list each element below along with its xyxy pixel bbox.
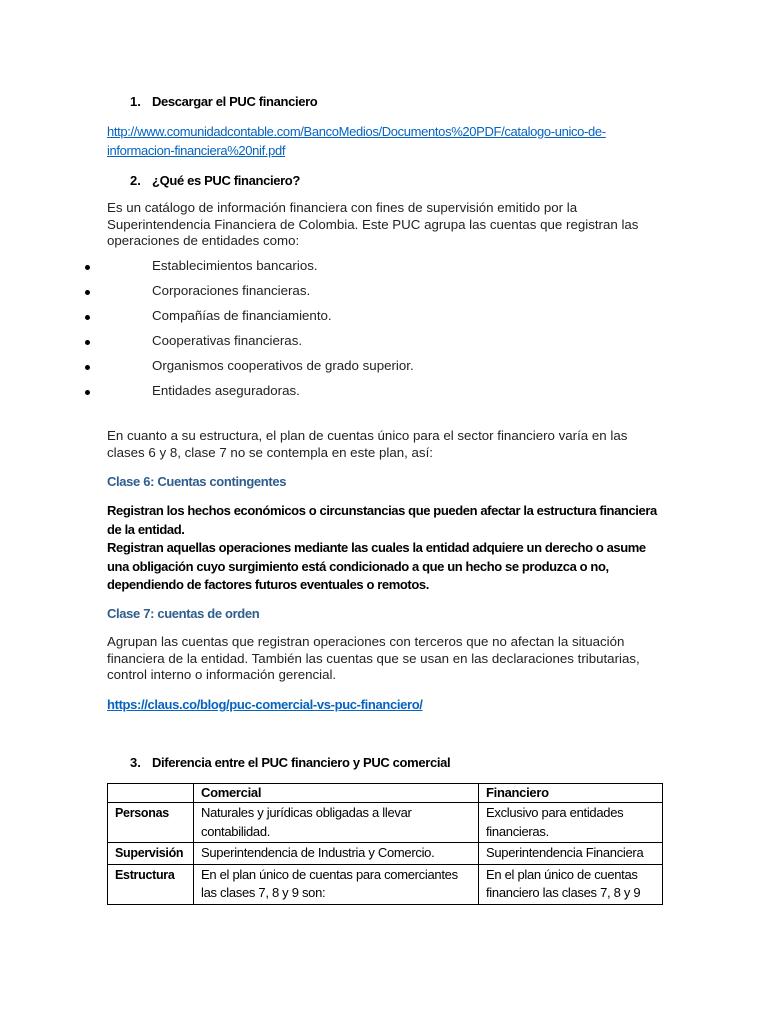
list-item: Compañías de financiamiento. [152, 308, 332, 323]
bullet-icon [85, 365, 90, 370]
clase-6-description: Registran los hechos económicos o circunstancias que pueden afectar la estructura financiera de la entidad. Registran aquellas operaciones mediante las cuales la entidad adquiere un derecho o asume una obligación cuyo surgimiento está condicionado a que un hecho se produzca o no, dependiendo de factores futuros eventuales o remotos. [107, 503, 657, 592]
puc-download-link-line-1[interactable]: http://www.comunidadcontable.com/BancoMedios/Documentos%20PDF/catalogo-unico-de- [107, 124, 606, 139]
section-1-heading: Descargar el PUC financiero [152, 94, 318, 109]
bullet-icon [85, 265, 90, 270]
table-header-cell: Financiero [479, 784, 663, 803]
claus-blog-link[interactable]: https://claus.co/blog/puc-comercial-vs-puc-financiero/ [107, 697, 423, 712]
structure-paragraph: En cuanto a su estructura, el plan de cuentas único para el sector financiero varía en las clases 6 y 8, clase 7 no se contempla en este plan, así: [107, 428, 628, 460]
section-3-heading: Diferencia entre el PUC financiero y PUC comercial [152, 755, 451, 770]
row-header-cell: Estructura [108, 864, 194, 904]
table-cell: Superintendencia Financiera [479, 843, 663, 865]
bullet-icon [85, 340, 90, 345]
list-item: Entidades aseguradoras. [152, 383, 300, 398]
list-item: Corporaciones financieras. [152, 283, 311, 298]
section-2-heading: ¿Qué es PUC financiero? [152, 173, 300, 188]
puc-download-link-line-2[interactable]: informacion-financiera%20nif.pdf [107, 143, 286, 158]
bullet-icon [85, 390, 90, 395]
table-header-row [108, 784, 663, 803]
list-item: Cooperativas financieras. [152, 333, 303, 348]
list-item: Establecimientos bancarios. [152, 258, 318, 273]
comparison-table [107, 783, 663, 905]
table-cell: Superintendencia de Industria y Comercio. [194, 843, 479, 865]
section-1-number: 1. [130, 94, 141, 109]
table-cell: En el plan único de cuentas financiero las clases 7, 8 y 9 [479, 864, 663, 904]
table-header-cell [108, 784, 194, 803]
bullet-icon [85, 315, 90, 320]
table-row [108, 843, 663, 865]
list-item: Organismos cooperativos de grado superior. [152, 358, 414, 373]
row-header-cell: Personas [108, 803, 194, 843]
clase-7-description: Agrupan las cuentas que registran operaciones con terceros que no afectan la situación financiera de la entidad. También las cuentas que se usan en las declaraciones tributarias, control interno o información gerencial. [107, 634, 640, 682]
row-header-cell: Supervisión [108, 843, 194, 865]
table-cell: En el plan único de cuentas para comerciantes las clases 7, 8 y 9 son: [194, 864, 479, 904]
table-header-cell: Comercial [194, 784, 479, 803]
clase-7-heading: Clase 7: cuentas de orden [107, 606, 260, 621]
table-row [108, 864, 663, 904]
section-3-number: 3. [130, 755, 141, 770]
clase-6-heading: Clase 6: Cuentas contingentes [107, 474, 287, 489]
table-cell: Exclusivo para entidades financieras. [479, 803, 663, 843]
table-row [108, 803, 663, 843]
bullet-icon [85, 290, 90, 295]
puc-download-link[interactable] [107, 122, 647, 160]
puc-definition-paragraph: Es un catálogo de información financiera con fines de supervisión emitido por la Superintendencia Financiera de Colombia. Este PUC agrupa las cuentas que registran las operaciones de entidades como: [107, 200, 639, 248]
section-2-number: 2. [130, 173, 141, 188]
table-cell: Naturales y jurídicas obligadas a llevar contabilidad. [194, 803, 479, 843]
